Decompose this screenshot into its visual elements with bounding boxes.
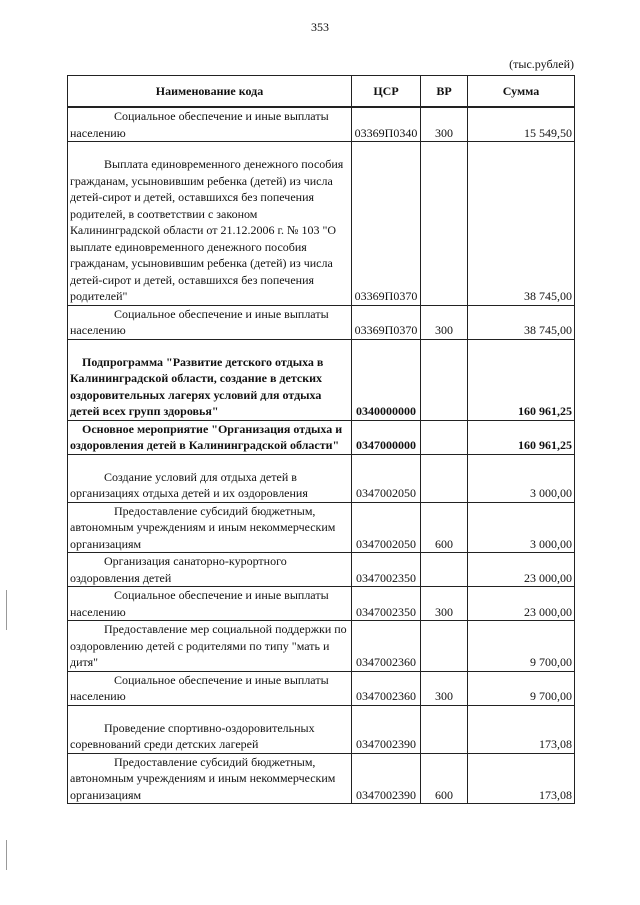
row-csr: 03369П0370	[352, 305, 421, 339]
row-sum: 3 000,00	[468, 454, 575, 502]
row-name: Основное мероприятие "Организация отдыха и оздоровления детей в Калининградской области"	[68, 420, 352, 454]
page-number: 353	[311, 20, 329, 34]
row-name: Организация санаторно-курортного оздоровления детей	[68, 553, 352, 587]
row-vr: 300	[421, 587, 468, 621]
row-vr	[421, 454, 468, 502]
table-row	[68, 305, 575, 339]
row-vr: 600	[421, 753, 468, 804]
table-row	[68, 753, 575, 804]
row-csr: 0347002350	[352, 553, 421, 587]
row-name: Создание условий для отдыха детей в организациях отдыха детей и их оздоровления	[68, 454, 352, 502]
row-sum: 38 745,00	[468, 142, 575, 306]
table-row	[68, 502, 575, 553]
row-vr	[421, 553, 468, 587]
row-vr	[421, 420, 468, 454]
row-csr: 03369П0340	[352, 107, 421, 142]
header-sum: Сумма	[468, 76, 575, 108]
table-row	[68, 142, 575, 306]
scan-margin-mark	[6, 590, 7, 630]
scan-margin-mark	[6, 840, 7, 870]
row-csr: 0340000000	[352, 339, 421, 420]
row-name: Выплата единовременного денежного пособия гражданам, усыновившим ребенка (детей) из числа детей-сирот и детей, оставшихся без попечения родителей, в соответствии с законом Калининградской области от 21.12.2006 г. № 103 "О выплате единовременного денежного пособия гражданам, усыновившим ребенка (детей) из числа детей-сирот и детей, оставшихся без попечения родителей"	[68, 142, 352, 306]
row-sum: 23 000,00	[468, 553, 575, 587]
table-header-row	[68, 76, 575, 108]
row-csr: 0347002390	[352, 705, 421, 753]
table-row	[68, 705, 575, 753]
table-row	[68, 339, 575, 420]
budget-table	[67, 75, 575, 804]
row-name: Предоставление субсидий бюджетным, автономным учреждениям и иным некоммерческим организациям	[68, 753, 352, 804]
row-vr	[421, 142, 468, 306]
row-name: Социальное обеспечение и иные выплаты населению	[68, 107, 352, 142]
table-row	[68, 553, 575, 587]
row-csr: 0347002050	[352, 502, 421, 553]
row-name: Проведение спортивно-оздоровительных соревнований среди детских лагерей	[68, 705, 352, 753]
row-name: Социальное обеспечение и иные выплаты населению	[68, 587, 352, 621]
table-row	[68, 671, 575, 705]
row-name: Предоставление мер социальной поддержки по оздоровлению детей с родителями по типу "мать и дитя"	[68, 621, 352, 672]
row-vr	[421, 705, 468, 753]
row-vr	[421, 339, 468, 420]
table-row	[68, 454, 575, 502]
row-sum: 3 000,00	[468, 502, 575, 553]
header-csr: ЦСР	[352, 76, 421, 108]
row-sum: 9 700,00	[468, 671, 575, 705]
row-name: Социальное обеспечение и иные выплаты населению	[68, 305, 352, 339]
row-vr	[421, 621, 468, 672]
row-name: Социальное обеспечение и иные выплаты населению	[68, 671, 352, 705]
row-csr: 0347002360	[352, 621, 421, 672]
row-name: Подпрограмма "Развитие детского отдыха в Калининградской области, создание в детских оздоровительных лагерях условий для отдыха детей всех групп здоровья"	[68, 339, 352, 420]
row-vr: 300	[421, 305, 468, 339]
units-label: (тыс.рублей)	[509, 57, 574, 71]
row-csr: 0347002360	[352, 671, 421, 705]
row-sum: 173,08	[468, 705, 575, 753]
row-sum: 160 961,25	[468, 339, 575, 420]
header-name: Наименование кода	[68, 76, 352, 108]
table-row	[68, 621, 575, 672]
header-vr: ВР	[421, 76, 468, 108]
row-sum: 38 745,00	[468, 305, 575, 339]
row-csr: 0347002050	[352, 454, 421, 502]
table-row	[68, 587, 575, 621]
row-sum: 173,08	[468, 753, 575, 804]
row-csr: 0347002350	[352, 587, 421, 621]
row-csr: 03369П0370	[352, 142, 421, 306]
row-csr: 0347002390	[352, 753, 421, 804]
row-name: Предоставление субсидий бюджетным, автономным учреждениям и иным некоммерческим организациям	[68, 502, 352, 553]
row-sum: 160 961,25	[468, 420, 575, 454]
row-sum: 9 700,00	[468, 621, 575, 672]
row-vr: 600	[421, 502, 468, 553]
row-sum: 23 000,00	[468, 587, 575, 621]
row-sum: 15 549,50	[468, 107, 575, 142]
table-row	[68, 107, 575, 142]
row-vr: 300	[421, 107, 468, 142]
row-vr: 300	[421, 671, 468, 705]
row-csr: 0347000000	[352, 420, 421, 454]
table-row	[68, 420, 575, 454]
